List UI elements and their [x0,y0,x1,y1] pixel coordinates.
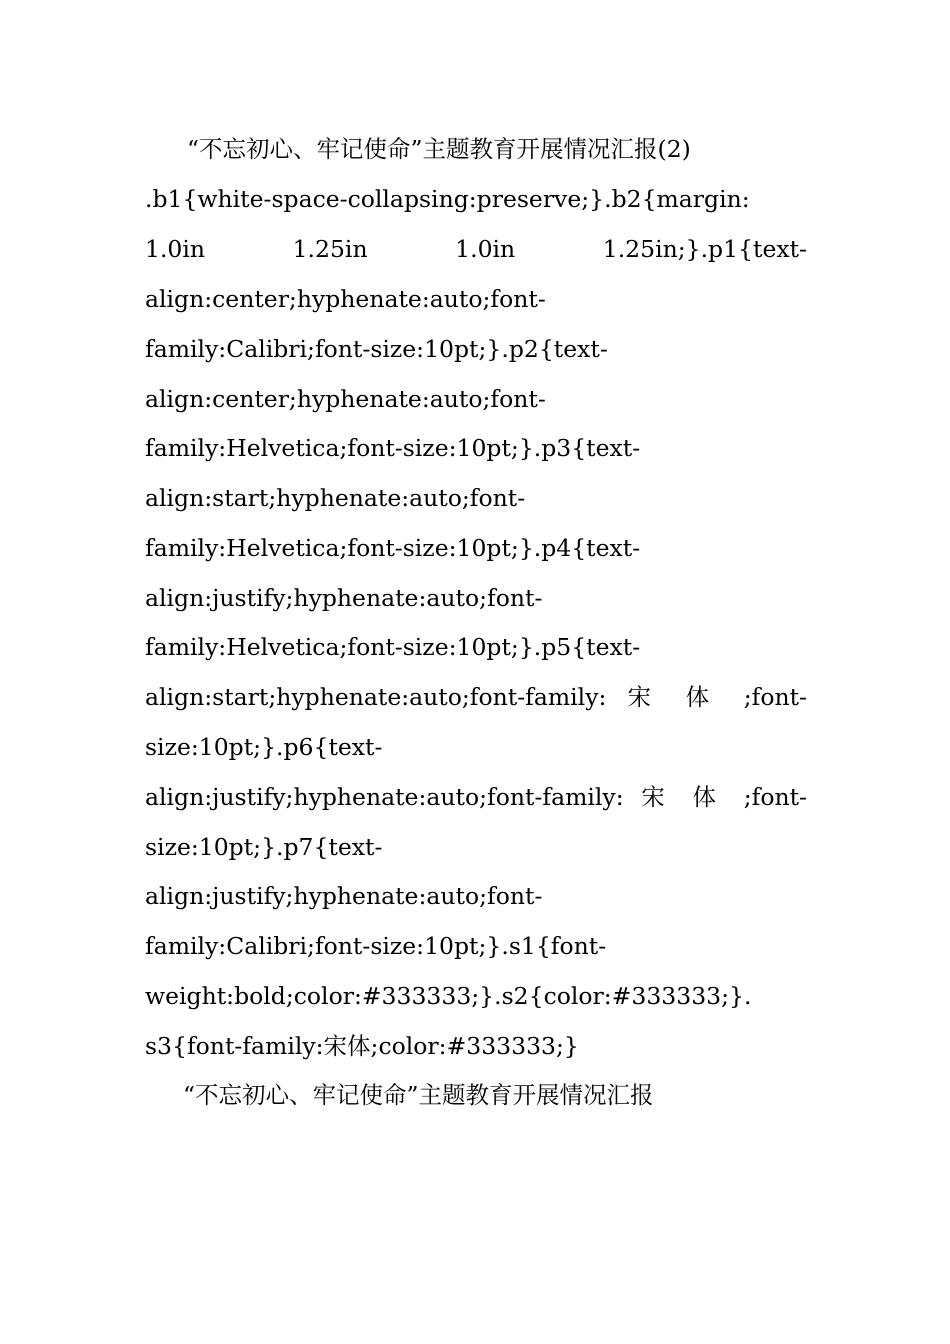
css-line: family:Helvetica;font-size:10pt;}.p3{text- [145,434,641,462]
css-line: family:Calibri;font-size:10pt;}.p2{text- [145,335,608,363]
css-line: size:10pt;}.p7{text- [145,833,383,861]
css-line: weight:bold;color:#333333;}.s2{color:#333333;}. [145,982,752,1010]
css-line: align:center;hyphenate:auto;font- [145,385,546,413]
css-line: align:start;hyphenate:auto;font- [145,484,526,512]
document-subtitle: “不忘初心、牢记使命”主题教育开展情况汇报 [183,1081,654,1109]
css-line: s3{font-family:宋体;color:#333333;} [145,1032,579,1060]
css-line: align:center;hyphenate:auto;font- [145,285,546,313]
css-line: 1.0in 1.25in 1.0in 1.25in;}.p1{text- [145,235,807,263]
css-line: family:Helvetica;font-size:10pt;}.p4{text- [145,534,641,562]
css-line: family:Helvetica;font-size:10pt;}.p5{text- [145,633,641,661]
css-line: align:justify;hyphenate:auto;font- [145,584,543,612]
css-line: align:justify;hyphenate:auto;font-family: 宋 体 ;font- [145,783,807,811]
css-line: family:Calibri;font-size:10pt;}.s1{font- [145,932,607,960]
document-title: “不忘初心、牢记使命”主题教育开展情况汇报(2) [187,135,691,163]
css-line: size:10pt;}.p6{text- [145,733,383,761]
css-line: align:start;hyphenate:auto;font-family: 宋 体 ;font- [145,683,807,711]
css-line: align:justify;hyphenate:auto;font- [145,882,543,910]
css-line: .b1{white-space-collapsing:preserve;}.b2{margin: [145,185,750,213]
